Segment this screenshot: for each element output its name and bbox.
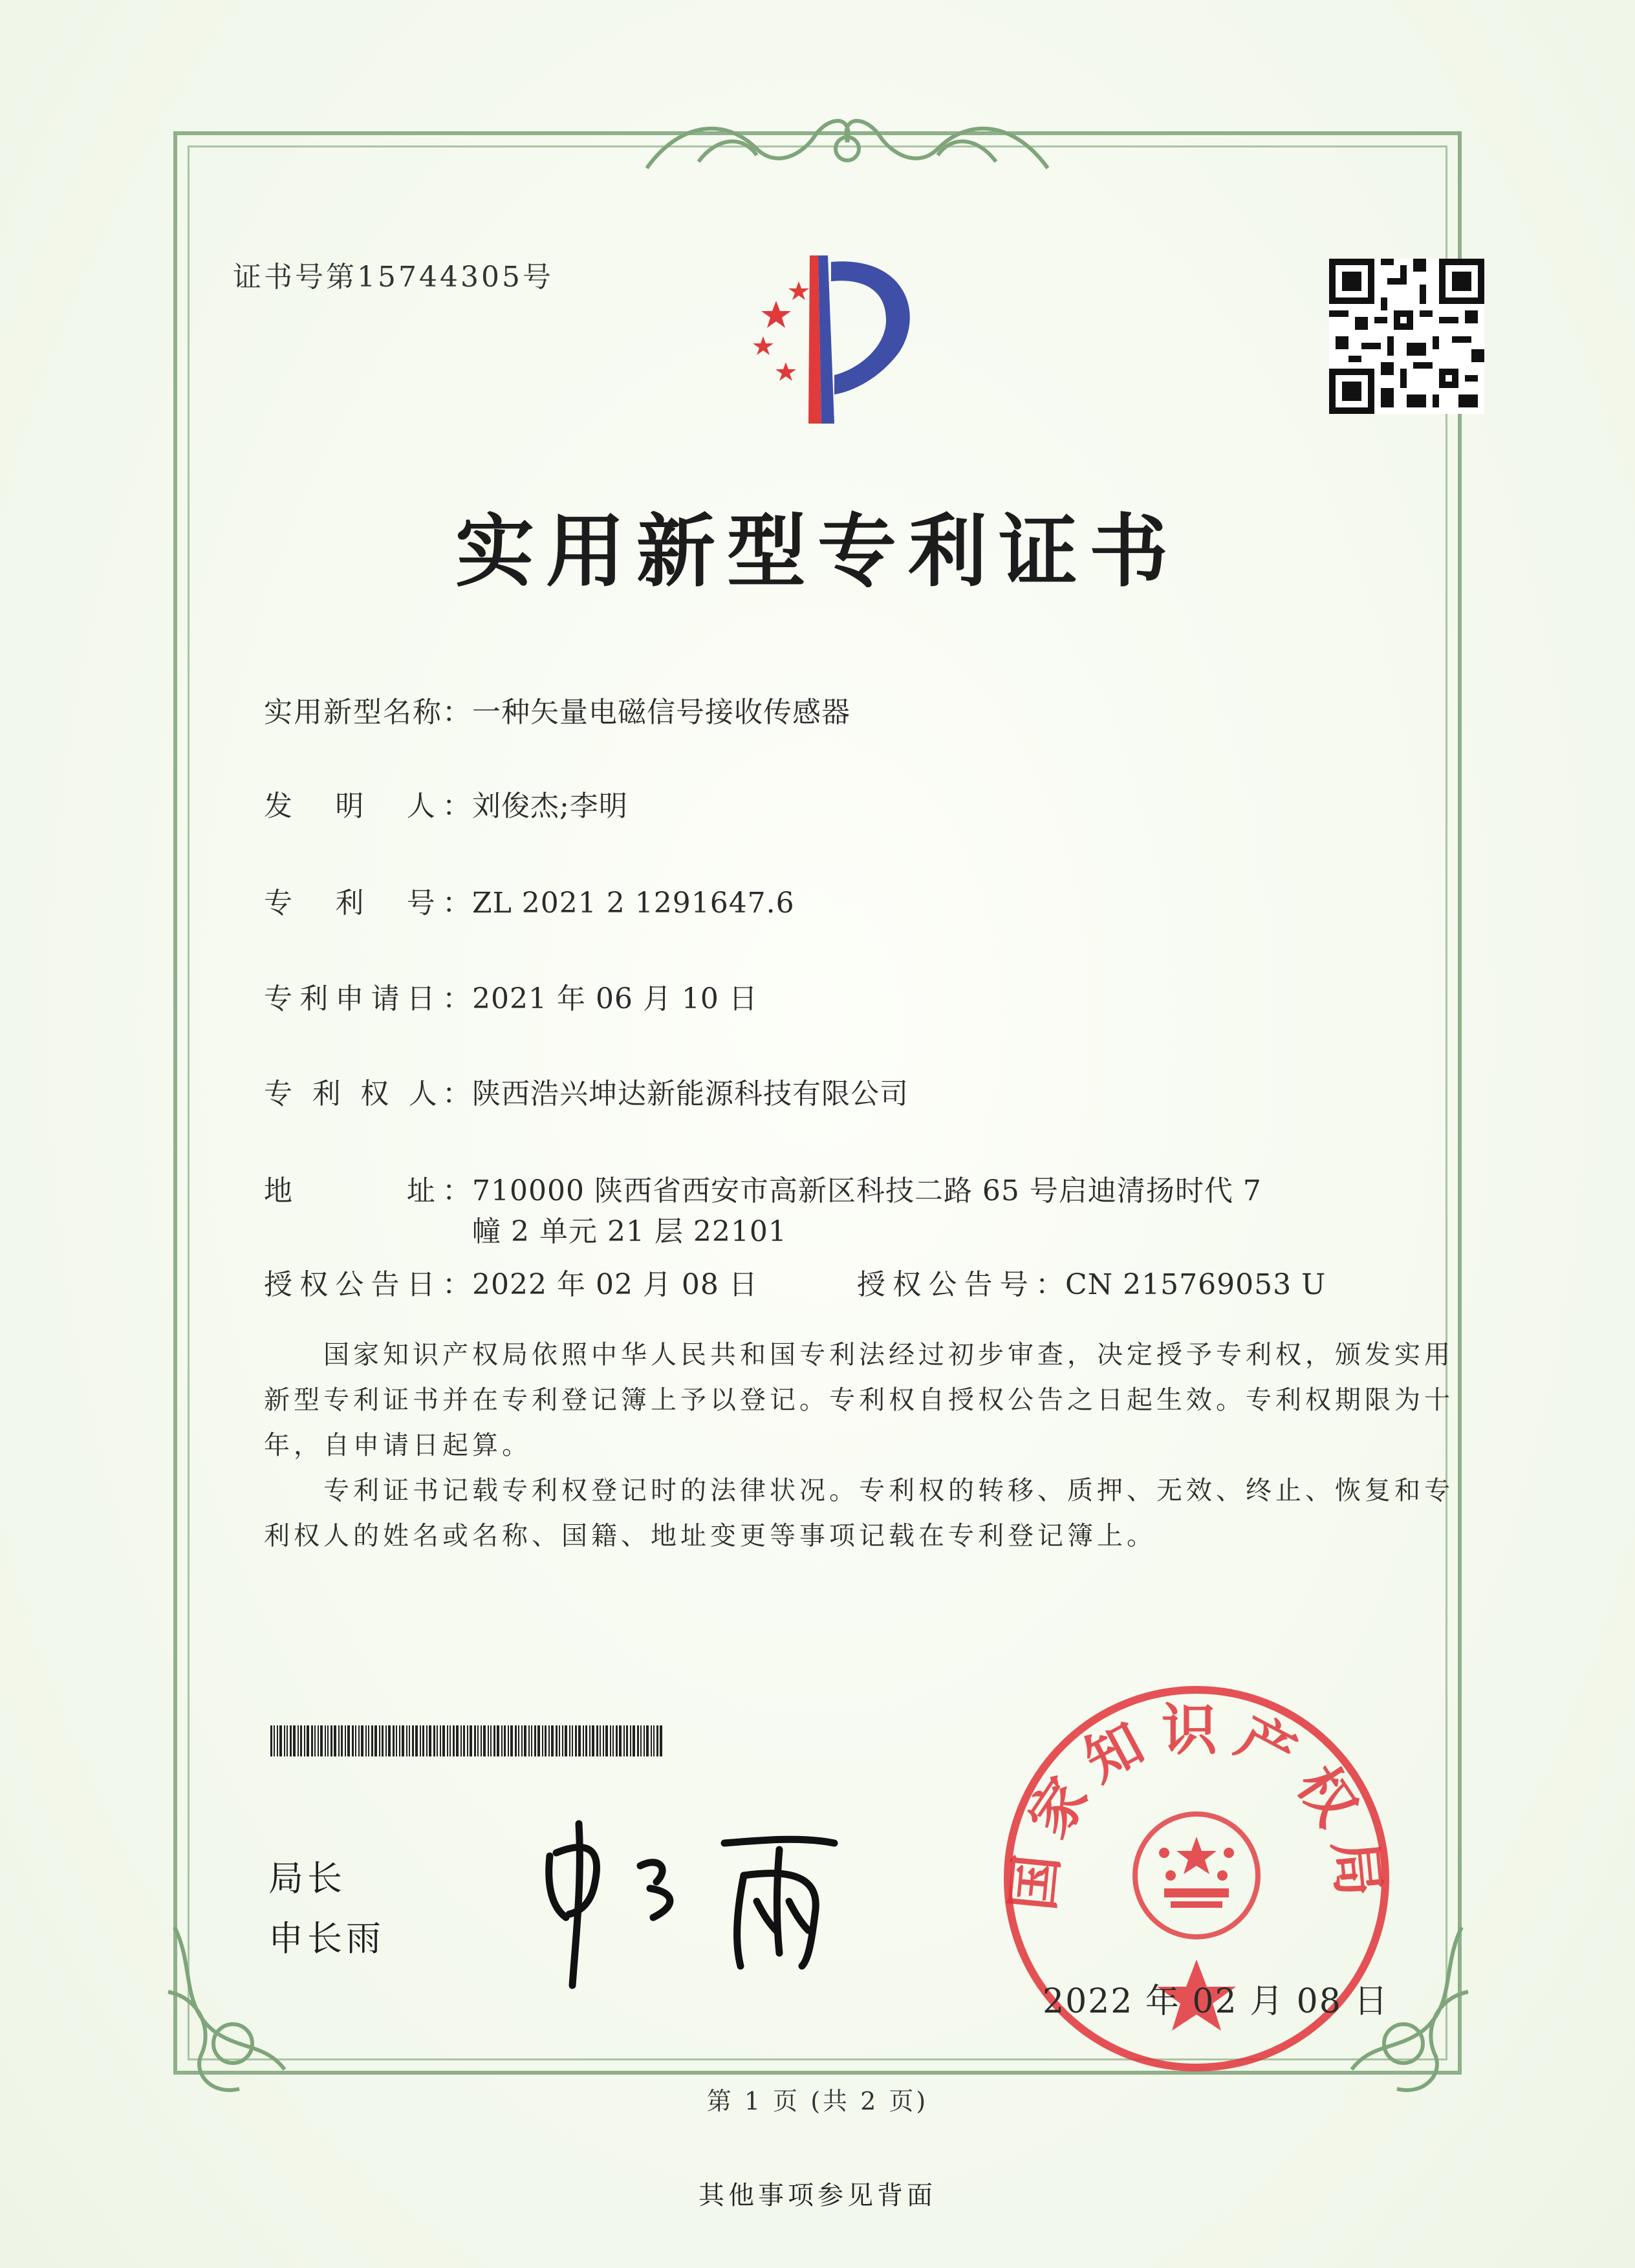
barcode-bar [515, 1725, 517, 1756]
barcode-bar [521, 1725, 523, 1756]
barcode-bar [460, 1725, 462, 1756]
barcode-bar [290, 1725, 292, 1756]
barcode-bar [330, 1725, 332, 1756]
barcode-bar [488, 1725, 489, 1756]
barcode-bar [338, 1725, 340, 1756]
barcode-bar [646, 1725, 649, 1756]
barcode-bar [623, 1725, 625, 1756]
barcode-bar [572, 1725, 573, 1756]
field-label: 专利申请日： [264, 982, 472, 1015]
barcode-bar [630, 1725, 631, 1756]
field-label: 授权公告号： [857, 1268, 1065, 1301]
barcode-bar [508, 1725, 509, 1756]
barcode-bar [379, 1725, 380, 1756]
barcode-bar [660, 1725, 662, 1756]
barcode-bar [524, 1725, 526, 1756]
barcode-bar [442, 1725, 445, 1756]
body-paragraph-2 [264, 1468, 1454, 1559]
field-grant-date [264, 1261, 758, 1302]
barcode-bar [556, 1725, 558, 1756]
barcode-bar [325, 1725, 326, 1756]
barcode-bar [355, 1725, 356, 1756]
body-line: 新型专利证书并在专利登记簿上予以登记。专利权自授权公告之日起生效。专利权期限为十 [264, 1385, 1454, 1415]
barcode-bar [274, 1725, 275, 1756]
barcode [270, 1725, 665, 1756]
field-value: 陕西浩兴坤达新能源科技有限公司 [472, 1077, 909, 1110]
barcode-bar [293, 1725, 296, 1756]
barcode-bar [396, 1725, 397, 1756]
barcode-bar [633, 1725, 635, 1756]
barcode-bar [320, 1725, 323, 1756]
barcode-bar [449, 1725, 451, 1756]
barcode-bar [318, 1725, 319, 1756]
barcode-bar [382, 1725, 384, 1756]
barcode-bar [637, 1725, 639, 1756]
barcode-bar [481, 1725, 482, 1756]
field-address-continued [472, 1208, 787, 1249]
barcode-bar [504, 1725, 506, 1756]
barcode-bar [510, 1725, 513, 1756]
back-note: 其他事项参见背面 [698, 2181, 937, 2210]
barcode-bar [422, 1725, 424, 1756]
barcode-bar [653, 1725, 655, 1756]
barcode-bar [345, 1725, 346, 1756]
barcode-bar [388, 1725, 391, 1756]
barcode-bar [341, 1725, 343, 1756]
barcode-bar [600, 1725, 601, 1756]
barcode-bar [277, 1725, 278, 1756]
barcode-bar [385, 1725, 387, 1756]
barcode-bar [287, 1725, 288, 1756]
barcode-bar [578, 1725, 581, 1756]
field-label: 授权公告日： [264, 1268, 472, 1301]
barcode-bar [307, 1725, 309, 1756]
field-value: 2021 年 06 月 10 日 [472, 982, 758, 1015]
field-value: 幢 2 单元 21 层 22101 [472, 1215, 787, 1248]
field-value: 2022 年 02 月 08 日 [472, 1268, 758, 1301]
barcode-bar [358, 1725, 360, 1756]
field-label: 发 明 人： [264, 790, 472, 823]
barcode-bar [619, 1725, 622, 1756]
barcode-bar [640, 1725, 642, 1756]
barcode-bar [542, 1725, 543, 1756]
barcode-bar [474, 1725, 476, 1756]
svg-text:国家知识产权局: 国家知识产权局 [1001, 1698, 1392, 1914]
barcode-bar [483, 1725, 486, 1756]
field-label: 专 利 权 人： [264, 1077, 472, 1110]
barcode-bar [463, 1725, 465, 1756]
barcode-bar [605, 1725, 608, 1756]
barcode-bar [426, 1725, 428, 1756]
barcode-bar [412, 1725, 414, 1756]
barcode-bar [565, 1725, 567, 1756]
barcode-bar [497, 1725, 499, 1756]
barcode-bar [304, 1725, 305, 1756]
barcode-bar [365, 1725, 367, 1756]
barcode-bar [399, 1725, 400, 1756]
barcode-bar [374, 1725, 377, 1756]
field-value: 刘俊杰;李明 [472, 790, 628, 823]
barcode-bar [300, 1725, 302, 1756]
barcode-bar [610, 1725, 611, 1756]
cnipa-logo [737, 243, 983, 437]
barcode-bar [626, 1725, 628, 1756]
barcode-bar [651, 1725, 652, 1756]
barcode-bar [415, 1725, 418, 1756]
field-filing-date [264, 975, 758, 1017]
barcode-bar [585, 1725, 587, 1756]
field-patentee [264, 1070, 909, 1112]
field-value: ZL 2021 2 1291647.6 [472, 887, 795, 920]
barcode-bar [531, 1725, 532, 1756]
barcode-bar [592, 1725, 594, 1756]
qr-code[interactable] [1329, 259, 1484, 414]
barcode-bar [352, 1725, 354, 1756]
barcode-bar [467, 1725, 468, 1756]
barcode-bar [298, 1725, 299, 1756]
barcode-bar [279, 1725, 282, 1756]
barcode-bar [371, 1725, 373, 1756]
barcode-bar [596, 1725, 598, 1756]
barcode-bar [656, 1725, 658, 1756]
barcode-bar [569, 1725, 570, 1756]
barcode-bar [440, 1725, 441, 1756]
barcode-bar [612, 1725, 614, 1756]
barcode-bar [311, 1725, 313, 1756]
field-patent-number [264, 880, 795, 921]
barcode-bar [456, 1725, 459, 1756]
field-inventor [264, 783, 628, 824]
barcode-bar [314, 1725, 316, 1756]
barcode-bar [433, 1725, 435, 1756]
director-name: 申长雨 [268, 1918, 385, 1959]
barcode-bar [334, 1725, 336, 1756]
body-line: 利权人的姓名或名称、国籍、地址变更等事项记载在专利登记簿上。 [264, 1521, 1156, 1551]
field-address [264, 1167, 1262, 1209]
barcode-bar [644, 1725, 645, 1756]
barcode-bar [583, 1725, 584, 1756]
barcode-bar [368, 1725, 369, 1756]
certificate-title: 实用新型专利证书 [455, 506, 1180, 598]
barcode-bar [429, 1725, 431, 1756]
barcode-bar [477, 1725, 479, 1756]
field-label: 实用新型名称： [264, 696, 472, 729]
barcode-bar [270, 1725, 272, 1756]
certificate-number: 证书号第15744305号 [233, 261, 554, 294]
barcode-bar [493, 1725, 495, 1756]
barcode-bar [548, 1725, 550, 1756]
barcode-bar [575, 1725, 577, 1756]
barcode-bar [589, 1725, 590, 1756]
page-indicator: 第 1 页 (共 2 页) [706, 2087, 929, 2115]
body-paragraph-1 [264, 1332, 1454, 1468]
body-line: 专利证书记载专利权登记时的法律状况。专利权的转移、质押、无效、终止、恢复和专 [323, 1476, 1454, 1506]
barcode-bar [545, 1725, 547, 1756]
field-value: 一种矢量电磁信号接收传感器 [472, 696, 850, 729]
barcode-bar [437, 1725, 438, 1756]
barcode-bar [327, 1725, 329, 1756]
barcode-bar [393, 1725, 395, 1756]
barcode-bar [420, 1725, 421, 1756]
barcode-bar [501, 1725, 503, 1756]
barcode-bar [518, 1725, 519, 1756]
barcode-bar [470, 1725, 472, 1756]
barcode-bar [284, 1725, 285, 1756]
barcode-bar [447, 1725, 448, 1756]
field-grant-number [857, 1261, 1326, 1302]
barcode-bar [534, 1725, 536, 1756]
barcode-bar [406, 1725, 407, 1756]
barcode-bar [616, 1725, 618, 1756]
body-line: 年，自申请日起算。 [264, 1431, 532, 1460]
barcode-bar [453, 1725, 455, 1756]
field-label: 专 利 号： [264, 887, 472, 920]
barcode-bar [559, 1725, 560, 1756]
barcode-bar [537, 1725, 540, 1756]
barcode-bar [402, 1725, 404, 1756]
field-value: 710000 陕西省西安市高新区科技二路 65 号启迪清扬时代 7 [472, 1174, 1262, 1207]
field-label: 地 址： [264, 1174, 472, 1207]
barcode-bar [361, 1725, 363, 1756]
top-ornament [621, 97, 1074, 181]
field-value: CN 215769053 U [1065, 1268, 1326, 1301]
seal-date: 2022 年 02 月 08 日 [1043, 1982, 1389, 2021]
barcode-bar [490, 1725, 492, 1756]
barcode-bar [562, 1725, 563, 1756]
barcode-bar [551, 1725, 554, 1756]
field-utility-model-name [264, 689, 850, 730]
barcode-bar [528, 1725, 530, 1756]
body-line: 国家知识产权局依照中华人民共和国专利法经过初步审查，决定授予专利权，颁发实用 [323, 1340, 1454, 1370]
barcode-bar [409, 1725, 410, 1756]
director-title: 局长 [268, 1858, 346, 1899]
barcode-bar [347, 1725, 350, 1756]
barcode-bar [603, 1725, 604, 1756]
director-signature [530, 1804, 867, 1992]
